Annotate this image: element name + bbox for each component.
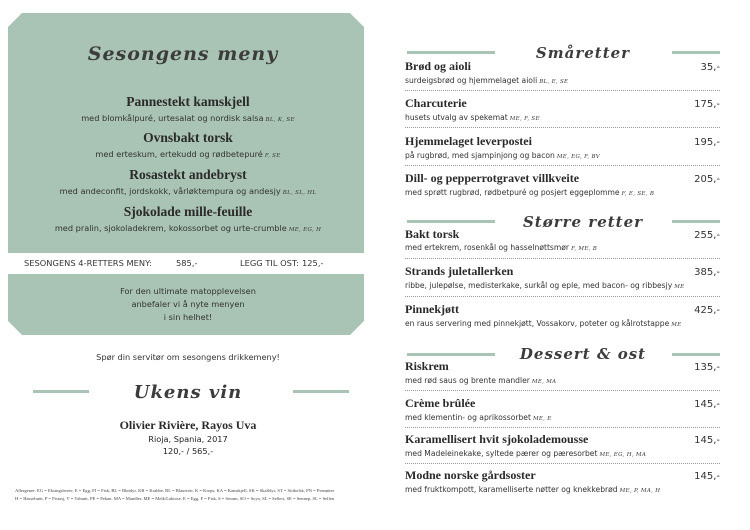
allergen-codes: F, E, SE, B bbox=[621, 191, 655, 197]
section-rule-right bbox=[672, 353, 720, 356]
recommendation-line-1: For den ultimate matopplevelsen bbox=[120, 286, 256, 296]
dish-2 bbox=[0, 130, 376, 159]
item-price: 145,- bbox=[694, 435, 720, 446]
item-name: Pinnekjøtt bbox=[405, 302, 459, 316]
allergen-codes: ME, P, MA, H bbox=[619, 488, 661, 494]
dish-3 bbox=[0, 167, 376, 196]
allergen-codes: ME, E bbox=[532, 416, 552, 422]
item-price: 35,- bbox=[700, 62, 720, 73]
item-description: ribbe, julepølse, medisterkake, surkål og eple, med bacon- og ribbesjy ME bbox=[405, 281, 685, 290]
wine-name: Olivier Rivière, Rayos Uva bbox=[119, 418, 257, 432]
cheese-price-value: 125,- bbox=[302, 258, 324, 268]
allergen-codes: ME, EG, F, BV bbox=[556, 154, 601, 160]
dish-name: Sjokolade mille-feuille bbox=[123, 204, 253, 219]
item-divider bbox=[405, 127, 720, 128]
allergen-codes: ME, EG, H, MA bbox=[599, 452, 647, 458]
allergen-codes: F, ME, B bbox=[571, 246, 598, 252]
item-price: 145,- bbox=[694, 471, 720, 482]
wine-title: Ukens vin bbox=[133, 382, 243, 403]
allergen-codes: ME bbox=[674, 284, 685, 290]
item-price: 205,- bbox=[694, 174, 720, 185]
item-name: Modne norske gårdsoster bbox=[405, 468, 536, 482]
menu-price-band bbox=[0, 253, 373, 274]
allergen-legend-line-2: H = Hasselnøtt, P = Pistasj, V = Valnøtt, PE = Pekan, MA = Mandler, ME = Melk/Laktose, E = Egg, F = Fisk, S = Sesam, SO = Soya, SL = Selleri, SE = Sennep, SL = Sellen bbox=[15, 496, 335, 501]
item-name: Hjemmelaget leverpostei bbox=[405, 134, 532, 148]
item-divider bbox=[405, 390, 720, 391]
item-description: med ertekrem, rosenkål og hasselnøttsmør F, ME, B bbox=[405, 243, 598, 252]
item-name: Karamellisert hvit sjokolademousse bbox=[405, 432, 589, 446]
section-title-storre-retter: Større retter bbox=[522, 213, 644, 231]
dish-description: med pralin, sjokoladekrem, kokossorbet og urte-crumble ME, EG, H bbox=[54, 223, 322, 233]
allergen-legend-line-1: Allergener: EG = Eksingshvete, E = Egg, FI = Fisk, BL = Bløtdyr, KR = Krabbe, BL = Blautveir, K = Kreps, KA = Kamskjell, SK = Skalldyr, ST = Stirkelsk, PN = Peanøtter bbox=[15, 488, 335, 493]
dish-1 bbox=[0, 94, 376, 123]
item-name: Bakt torsk bbox=[405, 227, 460, 241]
item-name: Crème brûlée bbox=[405, 396, 476, 410]
item-divider bbox=[405, 427, 720, 428]
item-description: med sprøtt rugbrød, rødbetpuré og posjert eggeplomme F, E, SE, B bbox=[405, 188, 655, 197]
item-description: på rugbrød, med sjampinjong og bacon ME, EG, F, BV bbox=[405, 151, 601, 160]
item-description: husets utvalg av spekemat ME, F, SE bbox=[405, 113, 540, 122]
item-description: med rød saus og brente mandler ME, MA bbox=[405, 376, 557, 385]
recommendation-line-2: anbefaler vi å nyte menyen bbox=[131, 299, 245, 309]
allergen-legend bbox=[15, 487, 365, 503]
menu-price-value: 585,- bbox=[176, 258, 198, 268]
allergen-codes: F, SE bbox=[264, 153, 281, 159]
seasonal-menu-title: Sesongens meny bbox=[87, 43, 279, 65]
item-description: med klementin- og aprikossorbet ME, E bbox=[405, 413, 552, 422]
dish-description: med blomkålpuré, urtesalat og nordisk salsa BL, K, SE bbox=[81, 113, 295, 123]
item-name: Charcuterie bbox=[405, 96, 467, 110]
item-divider bbox=[405, 463, 720, 464]
item-divider bbox=[405, 258, 720, 259]
allergen-codes: BL, SL, HL bbox=[282, 190, 317, 196]
dish-name: Pannestekt kamskjell bbox=[126, 94, 250, 109]
dish-name: Rosastekt andebryst bbox=[129, 167, 247, 182]
allergen-codes: ME, EG, H bbox=[288, 227, 322, 233]
wine-price: 120,- / 565,- bbox=[162, 446, 214, 456]
allergen-codes: ME, MA bbox=[531, 379, 557, 385]
item-name: Dill- og pepperrotgravet villkveite bbox=[405, 171, 580, 185]
section-rule-left bbox=[407, 353, 495, 356]
dish-description: med andeconfit, jordskokk, vårløktempura og andesjy BL, SL, HL bbox=[59, 186, 317, 196]
cheese-price-label: LEGG TIL OST: bbox=[240, 258, 299, 268]
dish-name: Ovnsbakt torsk bbox=[143, 130, 233, 145]
item-divider bbox=[405, 296, 720, 297]
item-price: 255,- bbox=[694, 230, 720, 241]
item-description: surdeigsbrød og hjemmelaget aioli BL, E, SE bbox=[405, 76, 569, 85]
item-price: 425,- bbox=[694, 305, 720, 316]
section-rule-right bbox=[672, 220, 720, 223]
item-price: 135,- bbox=[694, 362, 720, 373]
item-description: med fruktkompott, karamelliserte nøtter og knekkebrød ME, P, MA, H bbox=[405, 485, 661, 494]
item-price: 195,- bbox=[694, 137, 720, 148]
menu-price-label: SESONGENS 4-RETTERS MENY: bbox=[24, 258, 152, 268]
allergen-codes: ME bbox=[671, 322, 682, 328]
section-rule-right bbox=[672, 51, 720, 54]
recommendation-line-3: i sin helhet! bbox=[163, 312, 213, 322]
item-divider bbox=[405, 165, 720, 166]
item-name: Brød og aioli bbox=[405, 59, 472, 73]
allergen-codes: ME, F, SE bbox=[509, 116, 540, 122]
dish-description: med erteskum, ertekudd og rødbetepuré F, SE bbox=[95, 149, 281, 159]
item-description: med Madeleinekake, syltede pærer og pæresorbet ME, EG, H, MA bbox=[405, 449, 647, 458]
item-name: Strands juletallerken bbox=[405, 264, 514, 278]
wine-origin: Rioja, Spania, 2017 bbox=[148, 434, 228, 444]
section-rule-left bbox=[407, 51, 495, 54]
section-title-smaretter: Småretter bbox=[535, 44, 631, 62]
section-rule-left bbox=[407, 220, 495, 223]
item-name: Riskrem bbox=[405, 359, 449, 373]
item-divider bbox=[405, 90, 720, 91]
drinks-note: Spør din servitør om sesongens drikkemeny! bbox=[96, 352, 280, 362]
allergen-codes: BL, E, SE bbox=[539, 79, 569, 85]
dish-4 bbox=[0, 204, 376, 233]
item-price: 175,- bbox=[694, 99, 720, 110]
item-price: 385,- bbox=[694, 267, 720, 278]
section-title-dessert-ost: Dessert & ost bbox=[519, 345, 647, 363]
item-price: 145,- bbox=[694, 399, 720, 410]
allergen-codes: BL, K, SE bbox=[265, 117, 295, 123]
item-description: en raus servering med pinnekjøtt, Vossakorv, poteter og kålrotstappe ME bbox=[405, 319, 682, 328]
